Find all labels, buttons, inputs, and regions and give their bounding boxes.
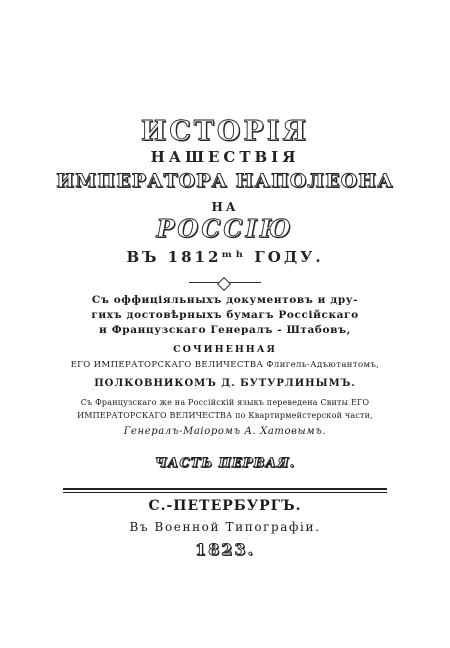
imprint-year: 1823. (194, 540, 256, 559)
title-line-4: НА (211, 200, 239, 214)
double-rule-divider (63, 488, 387, 490)
body-line-8: ИМПЕРАТОРСКАГО ВЕЛИЧЕСТВА по Квартирмейстерской части, (77, 411, 373, 420)
body-line-7: Съ Французскаго же на Россійскій языкъ переведена Свиты ЕГО (80, 398, 370, 407)
title-line-5: РОССІЮ (156, 214, 294, 243)
imprint-press: Въ Военной Типографіи. (129, 520, 321, 534)
title-line-3: ИМПЕРАТОРА НАПОЛЕОНА (56, 170, 394, 192)
part-heading: ЧАСТЬ ПЕРВАЯ. (154, 456, 296, 471)
title-line-2: НАШЕСТВІЯ (150, 148, 300, 166)
title-line-6: ВЪ 1812ᵐʰ ГОДУ. (126, 248, 324, 266)
body-line-3: и Французскаго Генералъ - Штабовъ, (99, 324, 351, 336)
body-line-9: Генералъ-Маіоромъ А. Хатовымъ. (123, 426, 327, 437)
body-line-6: ПОЛКОВНИКОМЪ Д. БУТУРЛИНЫМЪ. (94, 378, 356, 389)
ornament-divider (189, 282, 261, 283)
body-line-4: СОЧИНЕННАЯ (173, 344, 277, 355)
body-line-5: ЕГО ИМПЕРАТОРСКАГО ВЕЛИЧЕСТВА Флигель-Адъютантомъ, (70, 360, 380, 370)
body-line-1: Съ оффиціяльныхъ документовъ и дру- (91, 294, 359, 306)
body-line-2: гихъ достовѣрныхъ бумагъ Россійскаго (91, 309, 359, 321)
title-main: ИСТОРІЯ (140, 116, 310, 147)
imprint-city: С.-ПЕТЕРБУРГЪ. (148, 498, 302, 514)
